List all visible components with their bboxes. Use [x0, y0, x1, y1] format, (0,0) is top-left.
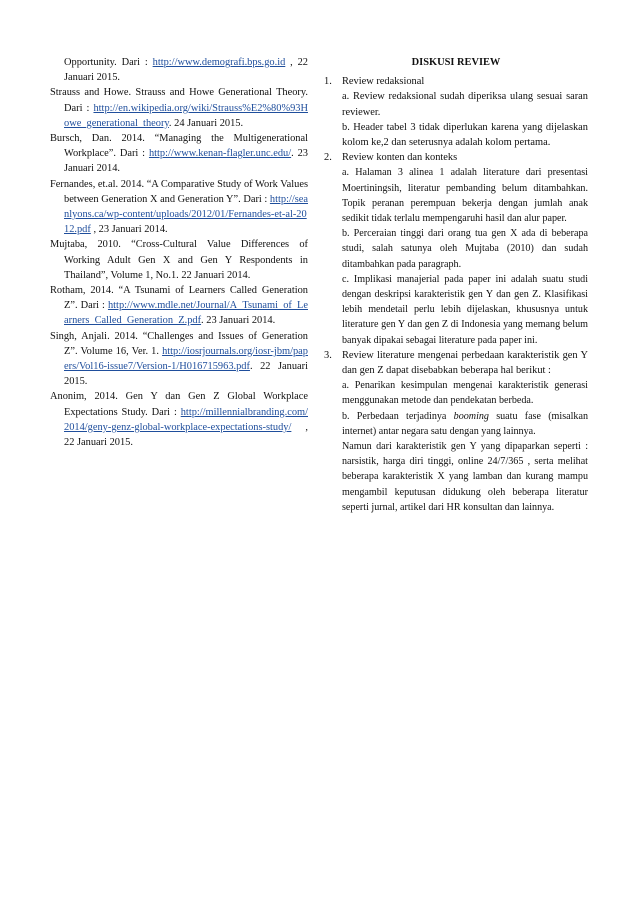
reference-link[interactable]: http://www.kenan-flagler.unc.edu/: [148, 148, 292, 160]
item-paragraph: Namun dari karakteristik gen Y yang dipaparkan seperti : narsistik, harga diri tinggi, online 24/7/365 , serta melihat beberapa karakteristik X yang lamban dan kurang mampu mengambil keputusan didukung oleh beberapa literatur seperti jurnal, artikel dari HR konsultan dan lainnya.: [342, 441, 588, 513]
item-heading: Review redaksional: [342, 76, 425, 88]
reference-date: . 24 Januari 2015.: [168, 117, 244, 129]
reference-text: Fernandes, et.al. 2014. “A Comparative Study of Work Values between Generation X and Generation Y”. Dari :: [50, 178, 308, 205]
item-paragraph: b. Header tabel 3 tidak diperlukan karena yang dijelaskan kolom ke,2 dan seterusnya adalah kolom pertama.: [342, 121, 588, 149]
reference-entry: [50, 85, 308, 131]
review-item: [324, 150, 588, 348]
reference-link[interactable]: http://millennialbranding.com/2014/geny-genz-global-workplace-expectations-study/: [64, 406, 308, 433]
review-item: [324, 74, 588, 150]
reference-text: Bursch, Dan. 2014. “Managing the Multigenerational Workplace”. Dari :: [50, 133, 308, 160]
item-paragraph: a. Penarikan kesimpulan mengenai karakteristik generasi menggunakan metode dan pendekatan berbeda.: [342, 380, 588, 407]
item-heading: Review literature mengenai perbedaan karakteristik gen Y dan gen Z dapat disebabkan beberapa hal berikut :: [342, 349, 588, 377]
references-column: [50, 55, 308, 450]
reference-text: Rotham, 2014. “A Tsunami of Learners Called Generation Z”. Dari :: [50, 285, 308, 312]
reference-entry: [50, 329, 308, 390]
item-number: 3.: [324, 349, 332, 361]
reference-link[interactable]: http://seanlyons.ca/wp-content/uploads/2012/01/Fernandes-et-al-2012.pdf: [64, 193, 308, 236]
item-number: 2.: [324, 152, 332, 164]
item-paragraph: a. Halaman 3 alinea 1 adalah literature dari presentasi Moertiningsih, literatur pembanding belum ditambahkan. Topik peranan perempuan bekerja dengan jumlah anak sedikit tidak terlalu mempengaruhi hasil dan alur paper.: [342, 167, 588, 225]
item-number: 1.: [324, 76, 332, 88]
paragraph-text: suatu fase (misalkan internet) antar negara satu dengan yang lainnya.: [342, 410, 588, 437]
section-title: DISKUSI REVIEW: [411, 57, 501, 68]
reference-date: . 22 Januari 2015.: [64, 361, 308, 388]
reference-date: , 22 Januari 2015.: [64, 421, 308, 449]
reference-date: , 22 Januari 2015.: [64, 57, 308, 84]
reference-date: . 23 Januari 2014.: [201, 315, 276, 327]
reference-entry: [50, 55, 308, 85]
reference-text: Singh, Anjali. 2014. “Challenges and Issues of Generation Z”. Volume 16, Ver. 1.: [50, 330, 308, 357]
reference-text: Anonim, 2014. Gen Y dan Gen Z Global Workplace Expectations Study. Dari :: [50, 391, 308, 418]
emphasis-text: booming: [453, 410, 489, 422]
reference-entry: [50, 389, 308, 450]
reference-date: , 23 Januari 2014.: [90, 224, 168, 236]
reference-text: Mujtaba, 2010. “Cross-Cultural Value Differences of Working Adult Gen X and Gen Y Respondents in Thailand”, Volume 1, No.1. 22 Januari 2014.: [50, 239, 308, 281]
reference-entry: [50, 283, 308, 329]
review-column: [324, 55, 588, 515]
reference-date: . 23 Januari 2014.: [64, 148, 308, 175]
reference-entry: [50, 237, 308, 283]
reference-link[interactable]: http://iosrjournals.org/iosr-jbm/papers/Vol16-issue7/Version-1/H016715963.pdf: [64, 345, 308, 373]
reference-entry: [50, 177, 308, 238]
item-paragraph: a. Review redaksional sudah diperiksa ulang sesuai saran reviewer.: [342, 91, 588, 118]
reference-text: Opportunity. Dari :: [64, 57, 153, 68]
item-paragraph: [342, 409, 588, 439]
reference-entry: [50, 131, 308, 177]
item-heading: Review konten dan konteks: [342, 152, 458, 164]
paragraph-text: b. Perbedaan terjadinya: [342, 410, 454, 422]
reference-link[interactable]: http://www.mdle.net/Journal/A_Tsunami_of_Learners_Called_Generation_Z.pdf: [64, 300, 308, 327]
reference-link[interactable]: http://en.wikipedia.org/wiki/Strauss%E2%80%93Howe_generational_theory: [64, 102, 308, 129]
item-paragraph: b. Perceraian tinggi dari orang tua gen X ada di beberapa studi, salah satunya oleh Mujtaba (2010) dan sudah ditambahkan pada paragraph.: [342, 228, 588, 270]
item-paragraph: c. Implikasi manajerial pada paper ini adalah suatu studi dengan deskripsi karakteristik gen Y dan gen Z. Klasifikasi lebih mendetail perlu lebih dijelaskan, khususnya untuk literature gen Y dan gen Z di Indonesia yang memang belum banyak dipakai sebagai literature pada paper ini.: [342, 273, 588, 346]
reference-link[interactable]: http://www.demografi.bps.go.id: [152, 57, 286, 68]
review-item: [324, 348, 588, 515]
reference-text: Strauss and Howe. Strauss and Howe Generational Theory. Dari :: [50, 87, 308, 114]
